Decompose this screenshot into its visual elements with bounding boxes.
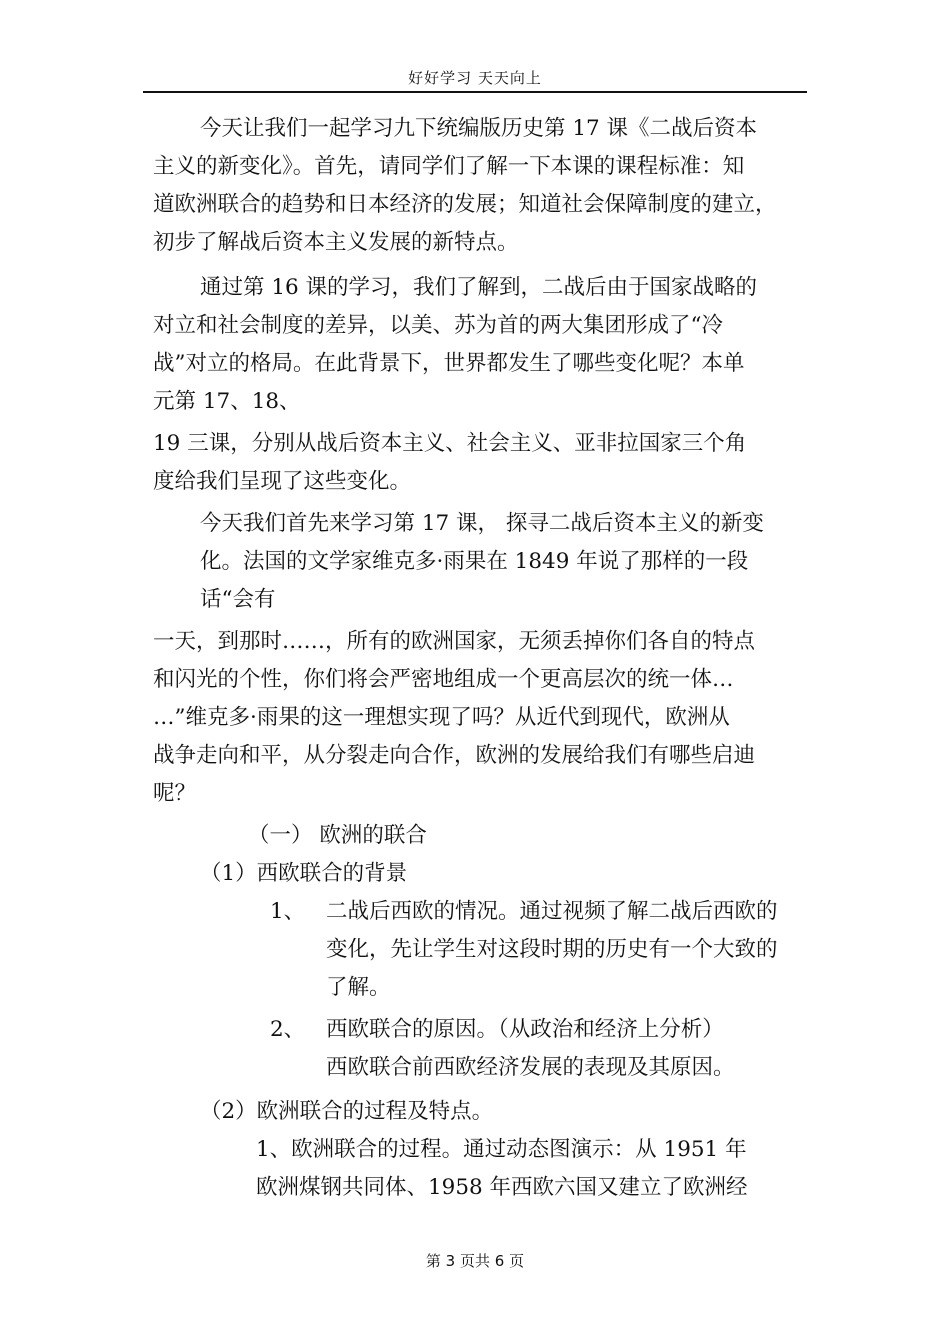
- text-line: 主义的新变化》。首先，请同学们了解一下本课的课程标准：知: [153, 154, 745, 179]
- text-line: …”维克多·雨果的这一理想实现了吗？从近代到现代，欧洲从: [153, 705, 730, 730]
- text-line: 战争走向和平，从分裂走向合作，欧洲的发展给我们有哪些启迪: [153, 743, 756, 768]
- list-item-text: 变化，先让学生对这段时期的历史有一个大致的: [326, 937, 778, 962]
- subsection-heading: （2）欧洲联合的过程及特点。: [200, 1099, 494, 1124]
- list-item-text: 西欧联合的原因。（从政治和经济上分析）: [326, 1017, 724, 1042]
- text-line: 1、欧洲联合的过程。通过动态图演示：从 1951 年: [256, 1137, 747, 1162]
- list-item-text: 了解。: [326, 975, 391, 1000]
- text-line: 战”对立的格局。在此背景下，世界都发生了哪些变化呢？本单: [153, 351, 745, 376]
- text-line: 通过第 16 课的学习，我们了解到，二战后由于国家战略的: [200, 275, 758, 300]
- list-number: 2、: [270, 1017, 306, 1042]
- list-item-text: 二战后西欧的情况。通过视频了解二战后西欧的: [326, 899, 778, 924]
- text-line: 对立和社会制度的差异，以美、苏为首的两大集团形成了“冷: [153, 313, 723, 338]
- text-line: 化。法国的文学家维克多·雨果在 1849 年说了那样的一段: [200, 549, 749, 574]
- text-line: 呢？: [153, 781, 197, 806]
- text-line: 今天我们首先来学习第 17 课， 探寻二战后资本主义的新变: [200, 511, 764, 536]
- subsection-heading: （1）西欧联合的背景: [200, 861, 408, 886]
- text-line: 一天，到那时……，所有的欧洲国家，无须丢掉你们各自的特点: [153, 629, 756, 654]
- page-header: 好好学习 天天向上: [408, 69, 542, 87]
- list-number: 1、: [270, 899, 306, 924]
- text-line: 欧洲煤钢共同体、1958 年西欧六国又建立了欧洲经: [256, 1175, 748, 1200]
- text-line: 今天让我们一起学习九下统编版历史第 17 课《二战后资本: [200, 116, 758, 141]
- page-footer: 第 3 页共 6 页: [425, 1252, 525, 1270]
- text-line: 和闪光的个性，你们将会严密地组成一个更高层次的统一体…: [153, 667, 734, 692]
- text-line: 初步了解战后资本主义发展的新特点。: [153, 230, 519, 255]
- text-line: 话“会有: [200, 587, 276, 612]
- text-line: 道欧洲联合的趋势和日本经济的发展；知道社会保障制度的建立，: [153, 192, 777, 217]
- text-line: 19 三课，分别从战后资本主义、社会主义、亚非拉国家三个角: [153, 431, 747, 456]
- section-heading: （一） 欧洲的联合: [248, 823, 427, 848]
- text-line: 元第 17、18、: [153, 389, 301, 414]
- header-rule: [143, 91, 807, 93]
- text-line: 度给我们呈现了这些变化。: [153, 469, 412, 494]
- list-item-text: 西欧联合前西欧经济发展的表现及其原因。: [326, 1055, 735, 1080]
